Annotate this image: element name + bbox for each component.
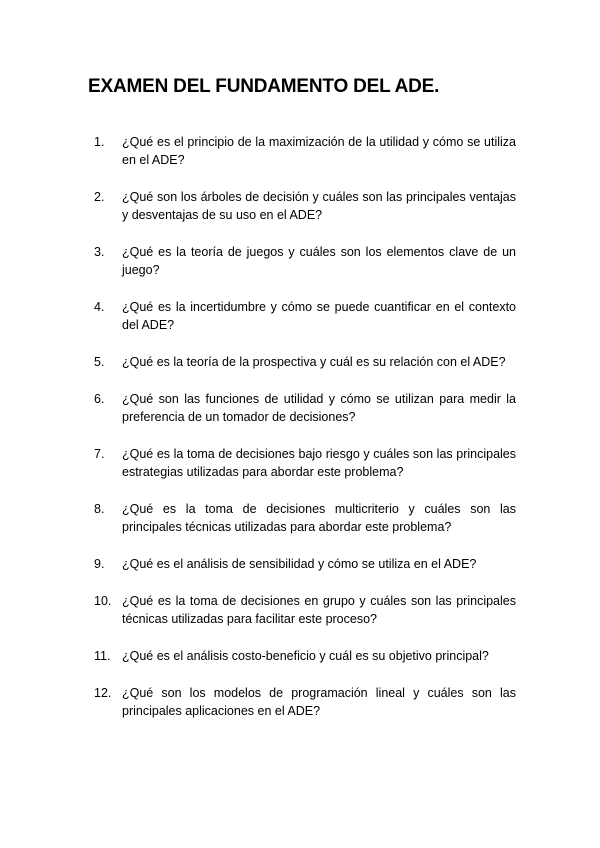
question-number: 5.	[94, 355, 105, 369]
question-number: 2.	[94, 190, 105, 204]
question-number: 1.	[94, 135, 105, 149]
page-title: EXAMEN DEL FUNDAMENTO DEL ADE.	[88, 76, 440, 97]
list-item	[94, 353, 516, 371]
question-number: 7.	[94, 447, 105, 461]
question-number: 10.	[94, 594, 112, 608]
list-item	[94, 647, 516, 665]
question-number: 9.	[94, 557, 105, 571]
question-text: ¿Qué son los árboles de decisión y cuáles son las principales ventajas y desventajas de su uso en el ADE?	[122, 190, 516, 222]
question-text: ¿Qué es la teoría de juegos y cuáles son los elementos clave de un juego?	[122, 245, 516, 277]
list-item	[94, 298, 516, 334]
question-text: ¿Qué es el análisis costo-beneficio y cuál es su objetivo principal?	[122, 649, 489, 663]
list-item	[94, 592, 516, 628]
list-item	[94, 243, 516, 279]
list-item	[94, 188, 516, 224]
question-text: ¿Qué es la toma de decisiones bajo riesgo y cuáles son las principales estrategias utilizadas para abordar este problema?	[122, 447, 516, 479]
question-text: ¿Qué es el principio de la maximización de la utilidad y cómo se utiliza en el ADE?	[122, 135, 516, 167]
question-number: 6.	[94, 392, 105, 406]
list-item	[94, 555, 516, 573]
question-text: ¿Qué es la teoría de la prospectiva y cuál es su relación con el ADE?	[122, 355, 506, 369]
question-list	[94, 133, 516, 739]
list-item	[94, 445, 516, 481]
question-text: ¿Qué son las funciones de utilidad y cómo se utilizan para medir la preferencia de un tomador de decisiones?	[122, 392, 516, 424]
list-item	[94, 133, 516, 169]
question-number: 4.	[94, 300, 105, 314]
question-number: 8.	[94, 502, 105, 516]
question-text: ¿Qué es el análisis de sensibilidad y cómo se utiliza en el ADE?	[122, 557, 477, 571]
question-number: 12.	[94, 686, 112, 700]
list-item	[94, 684, 516, 720]
question-number: 11.	[94, 649, 111, 663]
list-item	[94, 500, 516, 536]
question-text: ¿Qué son los modelos de programación lineal y cuáles son las principales aplicaciones en el ADE?	[122, 686, 516, 718]
question-text: ¿Qué es la incertidumbre y cómo se puede cuantificar en el contexto del ADE?	[122, 300, 516, 332]
question-number: 3.	[94, 245, 105, 259]
list-item	[94, 390, 516, 426]
question-text: ¿Qué es la toma de decisiones en grupo y cuáles son las principales técnicas utilizadas para facilitar este proceso?	[122, 594, 516, 626]
question-text: ¿Qué es la toma de decisiones multicriterio y cuáles son las principales técnicas utilizadas para abordar este problema?	[122, 502, 516, 534]
